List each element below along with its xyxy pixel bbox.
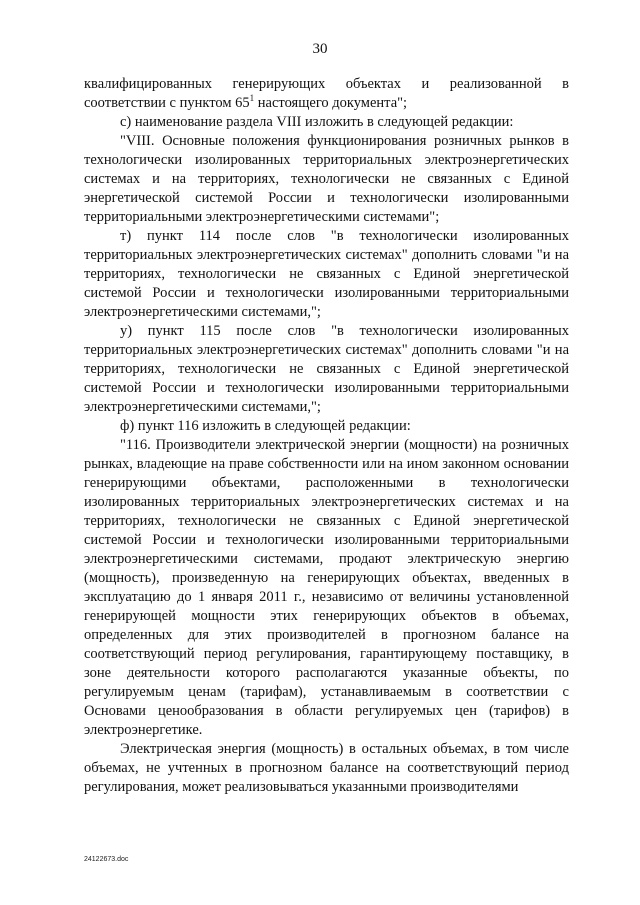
- paragraph-item-s: с) наименование раздела VIII изложить в следующей редакции:: [120, 114, 514, 130]
- paragraph-section-viii-title: "VIII. Основные положения функционирования розничных рынков в технологически изолированных территориальных электроэнергетических системах и на территориях, технологически не связанных с Единой энергетической системой России и технологически изолированными территориальными электроэнергетическими системами";: [84, 133, 569, 225]
- paragraph-text: настоящего документа";: [254, 95, 408, 111]
- document-body: [84, 75, 569, 797]
- paragraph-point-116: "116. Производители электрической энергии (мощности) на розничных рынках, владеющие на праве собственности или на ином законном основании генерирующими объектами, расположенными в технологически изолированных территориальных электроэнергетических системах и на территориях, технологически не связанных с Единой энергетической системой России и технологически изолированными территориальными электроэнергетическими системами, продают электрическую энергию (мощность), произведенную на генерирующих объектах, введенных в эксплуатацию до 1 января 2011 г., независимо от величины установленной генерирующей мощности этих генерирующих объектов в объемах, определенных для этих производителей в прогнозном балансе на соответствующий период регулирования, гарантирующему поставщику, в зоне деятельности которого располагаются указанные объекты, по регулируемым ценам (тарифам), устанавливаемым в соответствии с Основами ценообразования в области регулируемых цен (тарифов) в электроэнергетике.: [84, 437, 569, 738]
- paragraph-item-t: т) пункт 114 после слов "в технологически изолированных территориальных электроэнергетических системах" дополнить словами "и на территориях, технологически не связанных с Единой энергетической системой России и технологически изолированными территориальными электроэнергетическими системами,";: [84, 228, 569, 320]
- paragraph-item-f: ф) пункт 116 изложить в следующей редакции:: [120, 418, 411, 434]
- paragraph-continuation: [84, 75, 569, 113]
- paragraph-text: квалифицированных генерирующих объектах и реализованной в соответствии с пунктом 65: [84, 76, 569, 111]
- paragraph-electric-energy: Электрическая энергия (мощность) в остальных объемах, в том числе объемах, не учтенных в прогнозном балансе на соответствующий период регулирования, может реализовываться указанными производителями: [84, 741, 569, 795]
- superscript: 1: [249, 93, 255, 104]
- paragraph-item-u: у) пункт 115 после слов "в технологически изолированных территориальных электроэнергетических системах" дополнить словами "и на территориях, технологически не связанных с Единой энергетической системой России и технологически изолированными территориальными электроэнергетическими системами,";: [84, 323, 569, 415]
- footer-doc-code: 24122673.doc: [84, 856, 129, 863]
- page-number: 30: [312, 41, 328, 57]
